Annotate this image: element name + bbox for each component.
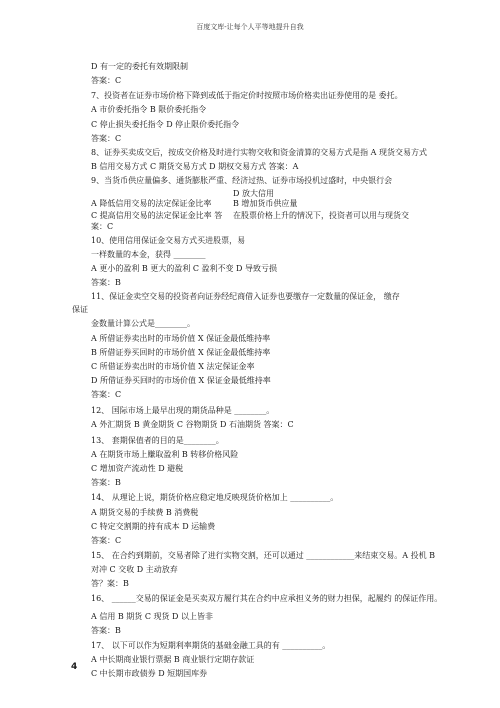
text-line: D 放大信用 (233, 189, 274, 198)
text-line: A 市价委托指令 B 限价委托指令 (91, 105, 207, 114)
text-line: C 增加资产流动性 D 避税 (91, 464, 184, 473)
text-line: A 外汇期货 B 黄金期货 C 谷物期货 D 石油期货 答案：C (91, 420, 294, 429)
text-line: 答案：C (91, 536, 122, 545)
text-line: B 信用交易方式 C 期货交易方式 D 期权交易方式 答案：A (91, 162, 299, 171)
text-line: 11、保证金卖空交易的投资者向证券经纪商借入证券也要缴存一定数量的保证金， 缴存 (91, 292, 400, 301)
text-line: D 有一定的委托有效期限制 (91, 62, 188, 71)
text-line: 12、 国际市场上最早出现的期货品种是 ________。 (91, 406, 275, 415)
page-header: 百度文库-让每个人平等地提升自我 (196, 23, 304, 31)
text-line: B 所借证券买回时的市场价值 X 保证金最低维持率 (91, 348, 271, 357)
text-line: D 所借证券买回时的市场价值 X 保证金最低维持率 (91, 376, 271, 385)
text-line: 在股票价格上升的情况下，投资者可以用与现货交 (233, 211, 409, 220)
text-line: A 在期货市场上赚取盈利 B 转移价格风险 (91, 450, 239, 459)
text-line: 9、当货币供应量偏多、通货膨胀严重、经济过热、证券市场投机过盛时，中央银行会 (91, 176, 393, 185)
text-line: 答案：C (91, 76, 122, 85)
text-line: A 更小的盈利 B 更大的盈利 C 盈利不变 D 导致亏损 (91, 264, 277, 273)
page-number: 4 (71, 662, 78, 672)
text-line: 10、使用信用保证金交易方式买进股票，易 (91, 236, 246, 245)
text-line: 8、证券买卖成交后，按成交价格及时进行实物交收和资金清算的交易方式是指 A 现货交易方式 (91, 148, 427, 157)
text-line: 一样数量的本金，获得 ________ (91, 250, 206, 259)
text-line: 保证 (72, 305, 88, 314)
text-line: 案：C (91, 222, 114, 231)
text-line: A 中长期商业银行票据 B 商业银行定期存款证 (91, 655, 255, 664)
text-line: C 提高信用交易的法定保证金比率 答 (91, 211, 223, 220)
text-line: 14、 从理论上说，期货价格应稳定地反映现货价格加上 __________。 (91, 493, 339, 502)
text-line: 答案：B (91, 478, 121, 487)
text-line: 答？案：B (91, 579, 129, 588)
text-line: 答案：C (91, 390, 122, 399)
text-line: A 所借证券卖出时的市场价值 X 保证金最低维持率 (91, 334, 271, 343)
text-line: 13、 套期保值者的目的是________。 (91, 436, 224, 445)
text-line: C 停止损失委托指令 D 停止限价委托指令 (91, 120, 240, 129)
text-line: 对冲 C 交收 D 主动放弃 (91, 565, 178, 574)
text-line: A 信用 B 期货 C 现货 D 以上皆非 (91, 612, 213, 621)
text-line: C 中长期市政债券 D 短期国库券 (91, 669, 208, 678)
text-line: C 特定交割期的持有成本 D 运输费 (91, 522, 216, 531)
text-line: 金数量计算公式是________。 (91, 319, 195, 328)
text-line: 15、 在合约到期前，交易者除了进行实物交割，还可以通过 ____________来结束交易。A 投机 B (91, 551, 436, 560)
text-line: 答案：C (91, 134, 122, 143)
text-line: 7、投资者在证券市场价格下降到或低于指定价时按照市场价格卖出证券使用的是 委托。 (91, 91, 403, 100)
text-line: 16、 ______交易的保证金是买卖双方履行其在合约中应承担义务的财力担保，起履约 的保证作用。 (91, 594, 443, 603)
text-line: B 增加货币供应量 (233, 199, 298, 208)
text-line: C 所借证券卖出时的市场价值 X 法定保证金率 (91, 362, 255, 371)
text-line: 答案：B (91, 626, 121, 635)
text-line: A 降低信用交易的法定保证金比率 (91, 199, 212, 208)
text-line: 答案：B (91, 278, 121, 287)
text-line: 17、 以下可以作为短期利率期货的基础金融工具的有 __________。 (91, 641, 331, 650)
text-line: A 期货交易的手续费 B 消费税 (91, 508, 199, 517)
